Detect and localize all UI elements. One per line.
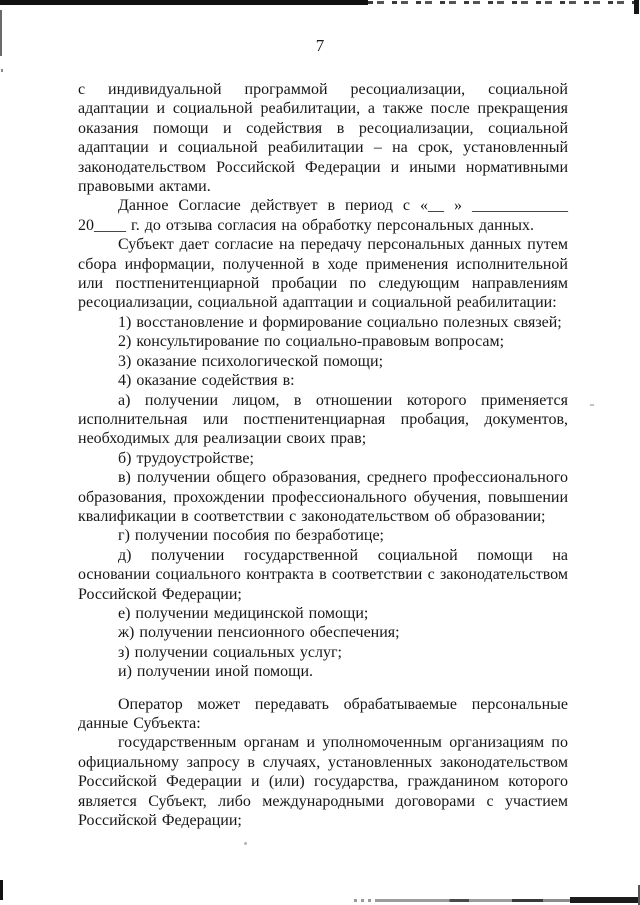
scan-artifact-bottom-bar xyxy=(376,899,570,902)
paragraph-state-bodies: государственным органам и уполномоченным организациям по официальному запросу в случаях, установленных законодательством Российской Федерации и (или) государства, гражданином которого является Субъект, либо международными договорами с участием Российской Федерации; xyxy=(78,734,568,830)
scan-artifact-top-bar xyxy=(0,0,368,5)
scan-artifact-speck xyxy=(590,404,594,406)
list-item-4: 4) оказание содействия в: xyxy=(118,372,295,390)
paragraph-operator: Оператор может передавать обрабатываемые персональные данные Субъекта: xyxy=(78,695,568,732)
scan-artifact-bottom-dots xyxy=(354,899,376,902)
scan-artifact-bottom-left-mark xyxy=(0,880,3,900)
page-number: 7 xyxy=(315,36,325,55)
list-item-g: г) получении пособия по безработице; xyxy=(118,527,384,545)
list-item-v: в) получении общего образования, среднего профессионального образования, прохождении профессионального обучения, повышении квалификации в соответствии с законодательством об образовании; xyxy=(78,469,568,525)
paragraph-continuation: с индивидуальной программой ресоциализации, социальной адаптации и социальной реабилитации, а также после прекращения оказания помощи и содействия в ресоциализации, социальной адаптации и социальной реабилитации – на срок, установленный законодательством Российской Федерации и иными нормативными правовыми актами. xyxy=(78,81,568,196)
scan-artifact-left-edge-dot xyxy=(1,69,3,72)
list-item-z: з) получении социальных услуг; xyxy=(118,643,342,661)
scan-artifact-top-right-tick xyxy=(634,0,639,14)
list-item-e: е) получении медицинской помощи; xyxy=(118,604,369,622)
list-item-1: 1) восстановление и формирование социально полезных связей; xyxy=(118,313,562,331)
paragraph-subject-consent: Субъект дает согласие на передачу персональных данных путем сбора информации, полученной в ходе применения исполнительной или постпенитенциарной пробации по следующим направлениям ресоциализации, социальной адаптации и социальной реабилитации: xyxy=(78,236,568,312)
list-item-zh: ж) получении пенсионного обеспечения; xyxy=(118,624,400,642)
document-page xyxy=(78,80,568,830)
list-item-a: а) получении лицом, в отношении которого применяется исполнительная или постпенитенциарная пробация, документов, необходимых для реализации своих прав; xyxy=(78,391,568,448)
list-item-b: б) трудоустройстве; xyxy=(118,449,254,467)
scan-artifact-speck xyxy=(244,842,247,845)
list-item-i: и) получении иной помощи. xyxy=(118,663,314,681)
list-item-3: 3) оказание психологической помощи; xyxy=(118,352,384,370)
scan-artifact-bottom-bar-dark xyxy=(570,897,640,903)
paragraph-consent-period: Данное Согласие действует в период с «__ » ____________ 20____ г. до отзыва согласия на обработку персональных данных. xyxy=(78,197,568,234)
list-item-d: д) получении государственной социальной помощи на основании социального контракта в соответствии с законодательством Российской Федерации; xyxy=(78,546,568,603)
scan-artifact-top-bar-dashes xyxy=(368,1,640,4)
list-item-2: 2) консультирование по социально-правовым вопросам; xyxy=(118,333,505,351)
